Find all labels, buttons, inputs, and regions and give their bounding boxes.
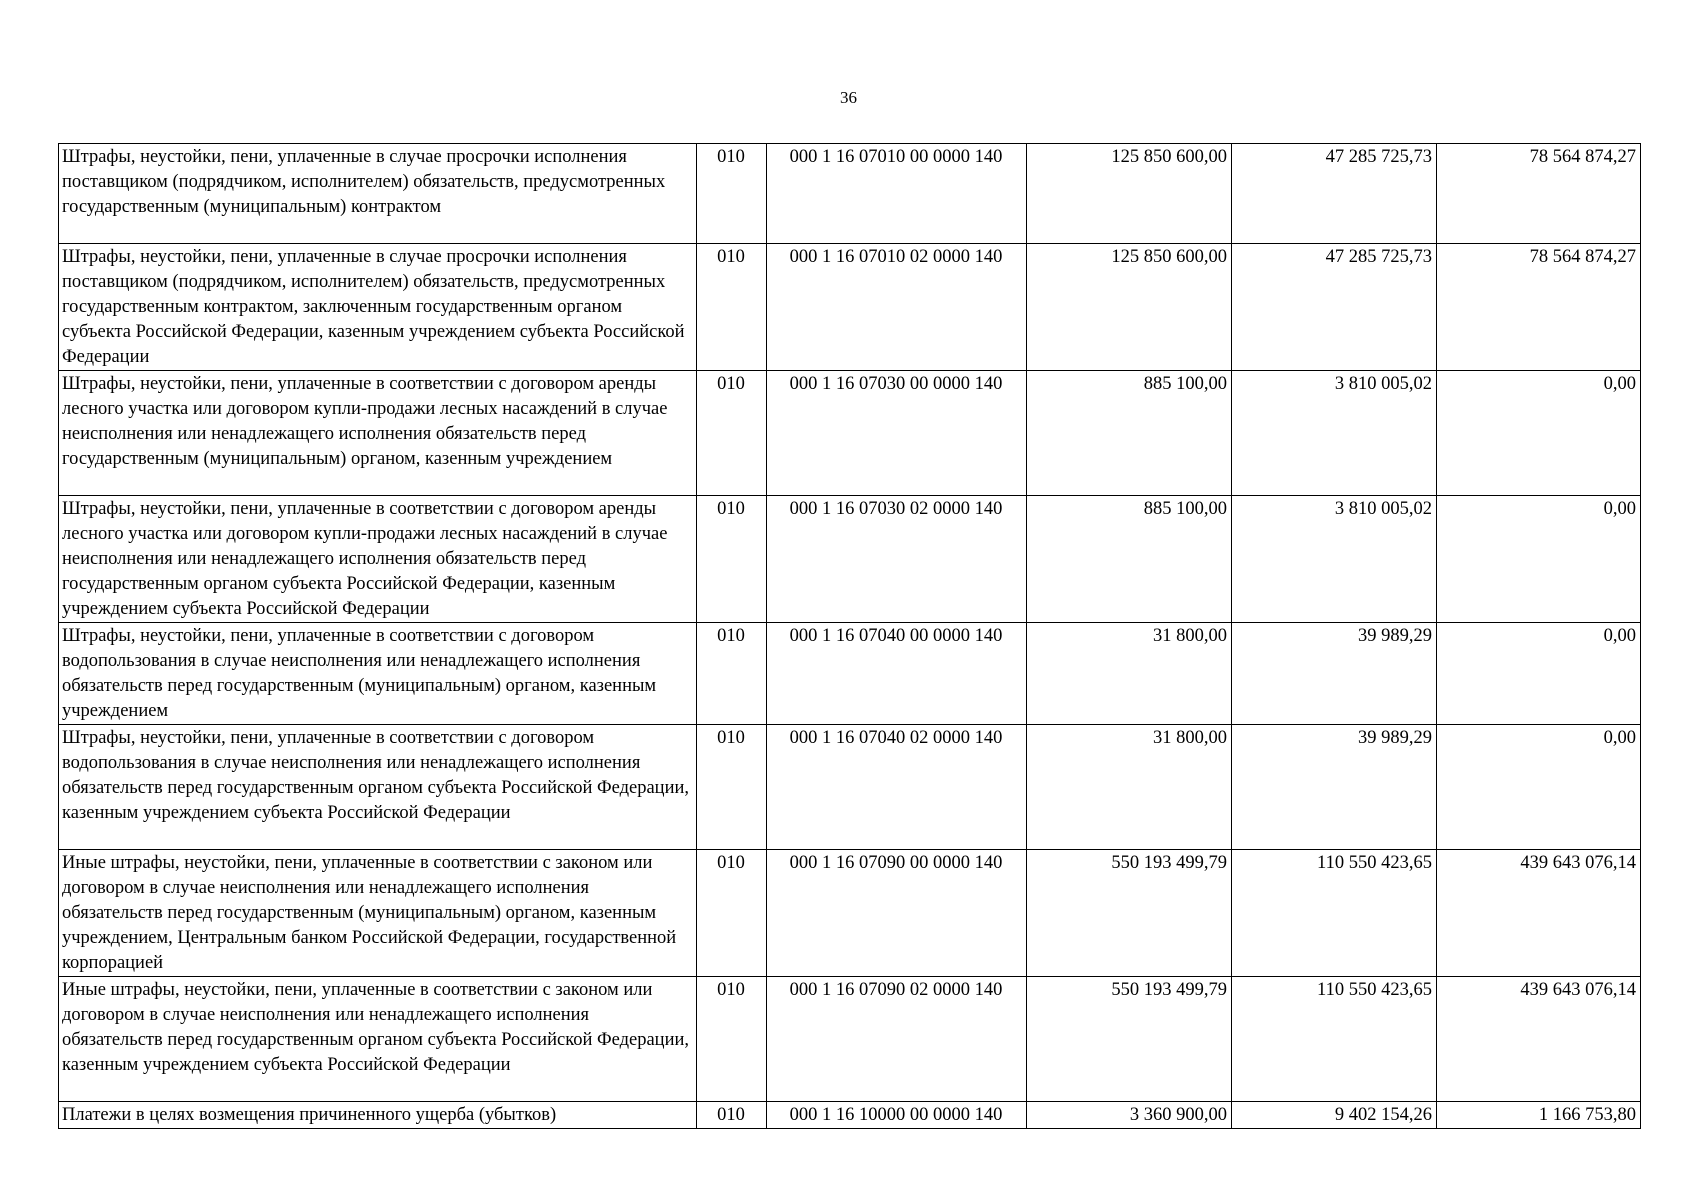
- row-approved: 31 800,00: [1027, 623, 1232, 725]
- row-kbk: 000 1 16 10000 00 0000 140: [767, 1102, 1027, 1129]
- row-unexecuted: 78 564 874,27: [1437, 144, 1641, 244]
- row-kbk: 000 1 16 07040 02 0000 140: [767, 725, 1027, 850]
- row-executed: 110 550 423,65: [1232, 850, 1437, 977]
- budget-table: [58, 143, 1641, 1129]
- row-executed: 3 810 005,02: [1232, 496, 1437, 623]
- row-code: 010: [697, 623, 767, 725]
- row-kbk: 000 1 16 07090 02 0000 140: [767, 977, 1027, 1102]
- row-description: Штрафы, неустойки, пени, уплаченные в соответствии с договором водопользования в случае неисполнения или ненадлежащего исполнения обязательств перед государственным (муниципальным) органом, казенным учреждением: [59, 623, 697, 725]
- row-description: Иные штрафы, неустойки, пени, уплаченные в соответствии с законом или договором в случае неисполнения или ненадлежащего исполнения обязательств перед государственным (муниципальным) органом, казенным учреждением, Центральным банком Российской Федерации, государственной корпорацией: [59, 850, 697, 977]
- row-code: 010: [697, 144, 767, 244]
- row-unexecuted: 0,00: [1437, 496, 1641, 623]
- row-executed: 39 989,29: [1232, 623, 1437, 725]
- row-unexecuted: 1 166 753,80: [1437, 1102, 1641, 1129]
- table-row: [59, 850, 1641, 977]
- row-executed: 47 285 725,73: [1232, 244, 1437, 371]
- row-approved: 885 100,00: [1027, 371, 1232, 496]
- row-code: 010: [697, 496, 767, 623]
- table-row: [59, 725, 1641, 850]
- table-row: [59, 244, 1641, 371]
- row-kbk: 000 1 16 07030 00 0000 140: [767, 371, 1027, 496]
- row-code: 010: [697, 850, 767, 977]
- row-executed: 110 550 423,65: [1232, 977, 1437, 1102]
- row-code: 010: [697, 1102, 767, 1129]
- row-code: 010: [697, 725, 767, 850]
- row-code: 010: [697, 244, 767, 371]
- table-row: [59, 1102, 1641, 1129]
- row-unexecuted: 0,00: [1437, 623, 1641, 725]
- row-description: Иные штрафы, неустойки, пени, уплаченные в соответствии с законом или договором в случае неисполнения или ненадлежащего исполнения обязательств перед государственным органом субъекта Российской Федерации, казенным учреждением субъекта Российской Федерации: [59, 977, 697, 1102]
- row-code: 010: [697, 977, 767, 1102]
- row-kbk: 000 1 16 07030 02 0000 140: [767, 496, 1027, 623]
- row-kbk: 000 1 16 07090 00 0000 140: [767, 850, 1027, 977]
- table-row: [59, 977, 1641, 1102]
- row-description: Штрафы, неустойки, пени, уплаченные в соответствии с договором аренды лесного участка или договором купли-продажи лесных насаждений в случае неисполнения или ненадлежащего исполнения обязательств перед государственным органом субъекта Российской Федерации, казенным учреждением субъекта Российской Федерации: [59, 496, 697, 623]
- row-approved: 125 850 600,00: [1027, 144, 1232, 244]
- row-unexecuted: 78 564 874,27: [1437, 244, 1641, 371]
- table-row: [59, 496, 1641, 623]
- row-kbk: 000 1 16 07040 00 0000 140: [767, 623, 1027, 725]
- table-row: [59, 623, 1641, 725]
- row-approved: 31 800,00: [1027, 725, 1232, 850]
- row-approved: 885 100,00: [1027, 496, 1232, 623]
- row-approved: 3 360 900,00: [1027, 1102, 1232, 1129]
- row-description: Штрафы, неустойки, пени, уплаченные в соответствии с договором аренды лесного участка или договором купли-продажи лесных насаждений в случае неисполнения или ненадлежащего исполнения обязательств перед государственным (муниципальным) органом, казенным учреждением: [59, 371, 697, 496]
- row-description: Штрафы, неустойки, пени, уплаченные в случае просрочки исполнения поставщиком (подрядчиком, исполнителем) обязательств, предусмотренных государственным (муниципальным) контрактом: [59, 144, 697, 244]
- row-executed: 9 402 154,26: [1232, 1102, 1437, 1129]
- row-approved: 550 193 499,79: [1027, 977, 1232, 1102]
- row-kbk: 000 1 16 07010 02 0000 140: [767, 244, 1027, 371]
- row-executed: 39 989,29: [1232, 725, 1437, 850]
- row-description: Штрафы, неустойки, пени, уплаченные в случае просрочки исполнения поставщиком (подрядчиком, исполнителем) обязательств, предусмотренных государственным контрактом, заключенным государственным органом субъекта Российской Федерации, казенным учреждением субъекта Российской Федерации: [59, 244, 697, 371]
- row-kbk: 000 1 16 07010 00 0000 140: [767, 144, 1027, 244]
- row-unexecuted: 439 643 076,14: [1437, 850, 1641, 977]
- row-executed: 3 810 005,02: [1232, 371, 1437, 496]
- table-row: [59, 144, 1641, 244]
- row-description: Штрафы, неустойки, пени, уплаченные в соответствии с договором водопользования в случае неисполнения или ненадлежащего исполнения обязательств перед государственным органом субъекта Российской Федерации, казенным учреждением субъекта Российской Федерации: [59, 725, 697, 850]
- row-executed: 47 285 725,73: [1232, 144, 1437, 244]
- row-unexecuted: 0,00: [1437, 371, 1641, 496]
- row-unexecuted: 0,00: [1437, 725, 1641, 850]
- page-number: 36: [840, 88, 857, 107]
- table-row: [59, 371, 1641, 496]
- row-approved: 550 193 499,79: [1027, 850, 1232, 977]
- row-unexecuted: 439 643 076,14: [1437, 977, 1641, 1102]
- row-code: 010: [697, 371, 767, 496]
- row-approved: 125 850 600,00: [1027, 244, 1232, 371]
- row-description: Платежи в целях возмещения причиненного ущерба (убытков): [59, 1102, 697, 1129]
